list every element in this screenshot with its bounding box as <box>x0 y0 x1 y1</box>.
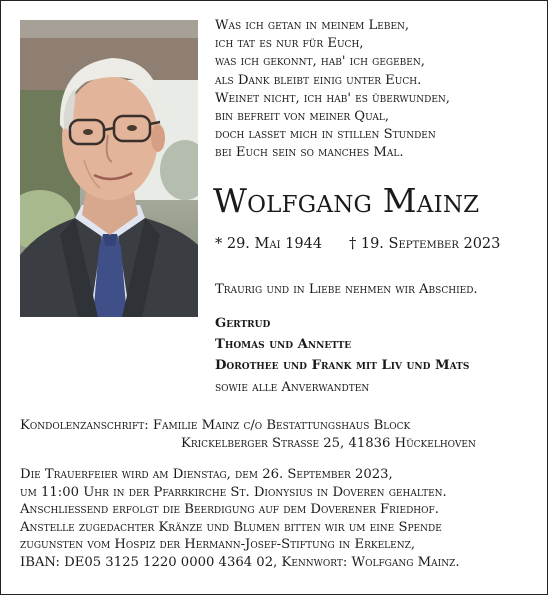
portrait-illustration <box>20 20 198 317</box>
service-line: um 11:00 Uhr in der Pfarrkirche St. Dionysius in Doveren gehalten. <box>20 484 447 500</box>
family-member: Dorothee und Frank mit Liv und Mats <box>215 358 470 374</box>
service-line: Anstelle zugedachter Kränze und Blumen bitten wir um eine Spende <box>20 519 442 535</box>
family-member: Thomas und Annette <box>215 337 352 353</box>
service-line: zugunsten vom Hospiz der Hermann-Josef-Stiftung in Erkelenz, <box>20 537 416 553</box>
deceased-name: Wolfgang Mainz <box>213 181 480 220</box>
poem-line: als Dank bleibt einig unter Euch. <box>215 72 422 88</box>
poem <box>215 17 535 163</box>
poem-line: bin befreit von meiner Qual, <box>215 109 390 125</box>
condolence-address-line-2: Krickelberger Straße 25, 41836 Hückelhoven <box>181 436 476 451</box>
service-line: IBAN: DE05 3125 1220 0000 4364 02, Kennwort: Wolfgang Mainz. <box>20 554 460 570</box>
death-date: † 19. September 2023 <box>349 236 501 252</box>
poem-line: was ich gekonnt, hab' ich gegeben, <box>215 54 425 70</box>
service-line: Anschließend erfolgt die Beerdigung auf dem Doverener Friedhof. <box>20 502 439 518</box>
poem-line: bei Euch sein so manches Mal. <box>215 145 404 161</box>
condolence-address-line-1: Kondolenzanschrift: Familie Mainz c/o Bestattungshaus Block <box>20 418 411 433</box>
family-others: sowie alle Anverwandten <box>215 379 370 395</box>
service-line: Die Trauerfeier wird am Dienstag, dem 26. September 2023, <box>20 467 393 482</box>
family-list <box>215 313 469 398</box>
poem-line: Weinet nicht, ich hab' es überwunden, <box>215 90 450 106</box>
poem-line: Was ich getan in meinem Leben, <box>215 18 410 33</box>
portrait-photo <box>20 20 198 317</box>
life-dates <box>215 234 545 254</box>
service-details <box>20 466 540 572</box>
birth-date: * 29. Mai 1944 <box>215 236 323 252</box>
poem-line: doch lasset mich in stillen Stunden <box>215 127 436 143</box>
farewell-text: Traurig und in Liebe nehmen wir Abschied. <box>215 282 478 297</box>
family-member: Gertrud <box>215 316 271 331</box>
poem-line: ich tat es nur für Euch, <box>215 36 364 52</box>
